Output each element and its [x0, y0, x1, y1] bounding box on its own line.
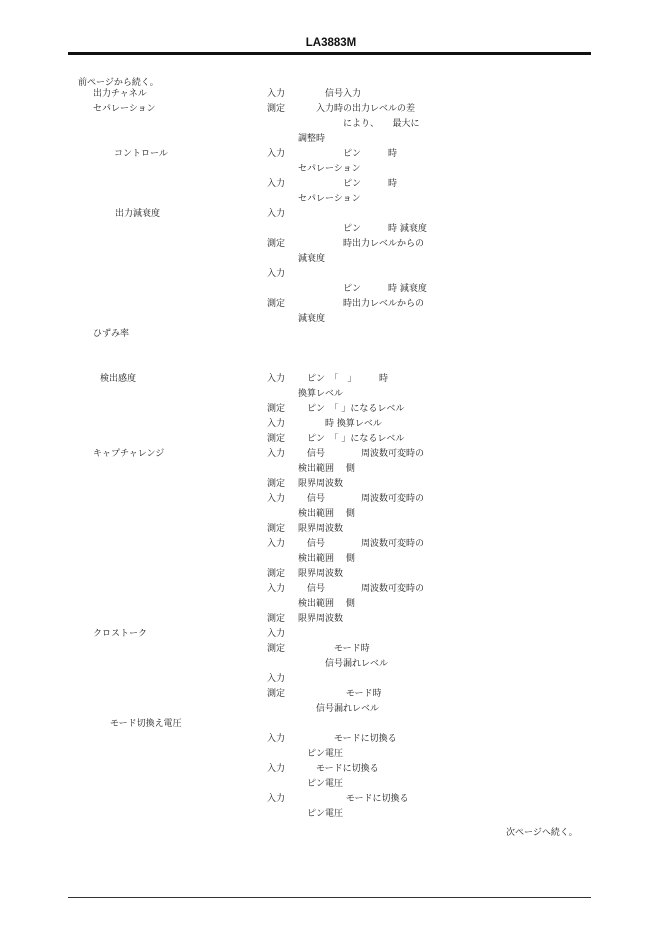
- spec-row: [0, 133, 662, 146]
- spec-row: [0, 178, 662, 191]
- spec-row: [0, 268, 662, 281]
- spec-item-label: キャプチャレンジ: [93, 449, 165, 459]
- spec-row: [0, 703, 662, 716]
- spec-row: [0, 388, 662, 401]
- spec-condition-type: 測定: [267, 299, 286, 309]
- spec-row: [0, 613, 662, 626]
- spec-item-label: 出力チャネル: [93, 89, 147, 99]
- spec-condition-text: モード時: [298, 644, 370, 654]
- spec-condition-type: 入力: [267, 629, 286, 639]
- spec-condition-text: 換算レベル: [298, 389, 344, 399]
- spec-condition-text: ピン電圧: [298, 749, 344, 759]
- spec-condition-type: 入力: [267, 734, 286, 744]
- spec-condition-text: 時出力レベルからの: [298, 299, 425, 309]
- spec-condition-type: 入力: [267, 269, 286, 279]
- spec-condition-type: 入力: [267, 179, 286, 189]
- spec-condition-type: 入力: [267, 539, 286, 549]
- spec-condition-type: 入力: [267, 419, 286, 429]
- spec-row: [0, 118, 662, 131]
- spec-row: [0, 658, 662, 671]
- spec-condition-text: 減衰度: [298, 314, 326, 324]
- spec-condition-text: 信号 周波数可変時の: [298, 539, 425, 549]
- spec-row: [0, 328, 662, 341]
- spec-condition-text: 時 換算レベル: [298, 419, 382, 429]
- spec-condition-text: 信号 周波数可変時の: [298, 494, 425, 504]
- spec-row: [0, 508, 662, 521]
- spec-condition-text: ピン 「 」になるレベル: [298, 434, 405, 444]
- spec-row: [0, 583, 662, 596]
- spec-condition-type: 測定: [267, 104, 286, 114]
- spec-condition-type: 測定: [267, 479, 286, 489]
- spec-condition-type: 測定: [267, 434, 286, 444]
- spec-condition-text: モード時: [298, 689, 382, 699]
- spec-condition-type: 入力: [267, 149, 286, 159]
- spec-row: [0, 238, 662, 251]
- spec-item-label: セパレーション: [93, 104, 156, 114]
- spec-row: [0, 433, 662, 446]
- continued-from-note: 前ページから続く。: [78, 78, 159, 88]
- spec-condition-text: 検出範囲 側: [298, 464, 355, 474]
- spec-condition-text: ピン電圧: [298, 809, 344, 819]
- spec-row: [0, 628, 662, 641]
- spec-row: [0, 223, 662, 236]
- spec-condition-text: モードに切換る: [298, 734, 397, 744]
- spec-row: [0, 448, 662, 461]
- spec-condition-text: ピン電圧: [298, 779, 344, 789]
- spec-condition-type: 測定: [267, 644, 286, 654]
- spec-row: [0, 643, 662, 656]
- spec-row: [0, 343, 662, 356]
- spec-condition-text: 信号漏れレベル: [298, 704, 380, 714]
- spec-condition-text: 調整時: [298, 134, 326, 144]
- spec-item-label: ひずみ率: [93, 329, 130, 339]
- spec-condition-text: 検出範囲 側: [298, 599, 355, 609]
- spec-row: [0, 88, 662, 101]
- spec-condition-type: 入力: [267, 764, 286, 774]
- spec-row: [0, 538, 662, 551]
- spec-row: [0, 778, 662, 791]
- spec-row: [0, 283, 662, 296]
- spec-condition-type: 測定: [267, 404, 286, 414]
- spec-condition-type: 測定: [267, 614, 286, 624]
- spec-item-label: 検出感度: [100, 374, 137, 384]
- spec-condition-text: モードに切換る: [298, 764, 379, 774]
- spec-row: [0, 733, 662, 746]
- spec-row: [0, 688, 662, 701]
- spec-condition-text: 信号入力: [298, 89, 362, 99]
- spec-condition-type: 測定: [267, 239, 286, 249]
- spec-row: [0, 523, 662, 536]
- spec-condition-text: 信号 周波数可変時の: [298, 584, 425, 594]
- spec-condition-text: により、 最大に: [298, 119, 420, 129]
- spec-row: [0, 493, 662, 506]
- spec-row: [0, 313, 662, 326]
- spec-row: [0, 793, 662, 806]
- spec-condition-text: モードに切換る: [298, 794, 409, 804]
- spec-condition-text: 減衰度: [298, 254, 326, 264]
- spec-row: [0, 463, 662, 476]
- spec-row: [0, 298, 662, 311]
- spec-condition-type: 入力: [267, 794, 286, 804]
- spec-row: [0, 163, 662, 176]
- spec-condition-text: ピン 時 減衰度: [298, 224, 427, 234]
- spec-row: [0, 403, 662, 416]
- spec-condition-text: 限界周波数: [298, 479, 344, 489]
- spec-condition-type: 入力: [267, 449, 286, 459]
- spec-condition-text: 限界周波数: [298, 614, 344, 624]
- spec-condition-type: 測定: [267, 524, 286, 534]
- spec-condition-type: 入力: [267, 209, 286, 219]
- spec-condition-type: 入力: [267, 674, 286, 684]
- continued-to-note: 次ページへ続く。: [506, 828, 578, 838]
- spec-row: [0, 103, 662, 116]
- spec-condition-text: 入力時の出力レベルの差: [298, 104, 416, 114]
- spec-condition-text: 時出力レベルからの: [298, 239, 425, 249]
- spec-row: [0, 598, 662, 611]
- spec-row: [0, 208, 662, 221]
- spec-condition-type: 入力: [267, 584, 286, 594]
- page-title: LA3883M: [305, 37, 357, 49]
- spec-condition-text: セパレーション: [298, 164, 361, 174]
- spec-condition-type: 入力: [267, 494, 286, 504]
- spec-condition-text: セパレーション: [298, 194, 361, 204]
- spec-item-label: モード切換え電圧: [110, 719, 182, 729]
- spec-row: [0, 418, 662, 431]
- spec-row: [0, 148, 662, 161]
- spec-condition-text: ピン 時 減衰度: [298, 284, 427, 294]
- spec-row: [0, 478, 662, 491]
- spec-row: [0, 763, 662, 776]
- spec-item-label: コントロール: [114, 149, 168, 159]
- spec-row: [0, 193, 662, 206]
- spec-row: [0, 748, 662, 761]
- spec-condition-text: 信号 周波数可変時の: [298, 449, 425, 459]
- spec-condition-text: 検出範囲 側: [298, 554, 355, 564]
- spec-row: [0, 718, 662, 731]
- spec-condition-text: 検出範囲 側: [298, 509, 355, 519]
- spec-condition-type: 入力: [267, 374, 286, 384]
- spec-row: [0, 373, 662, 386]
- spec-condition-text: ピン 時: [298, 149, 398, 159]
- spec-row: [0, 553, 662, 566]
- spec-condition-text: 限界周波数: [298, 569, 344, 579]
- spec-condition-type: 測定: [267, 689, 286, 699]
- spec-row: [0, 808, 662, 821]
- spec-condition-type: 測定: [267, 569, 286, 579]
- spec-row: [0, 568, 662, 581]
- spec-condition-text: ピン 「 」になるレベル: [298, 404, 405, 414]
- spec-item-label: クロストーク: [93, 629, 148, 639]
- footer-rule: [68, 897, 591, 898]
- spec-row: [0, 673, 662, 686]
- spec-row: [0, 358, 662, 371]
- spec-condition-text: 信号漏れレベル: [298, 659, 389, 669]
- spec-item-label: 出力減衰度: [115, 209, 161, 219]
- spec-condition-text: 限界周波数: [298, 524, 344, 534]
- spec-condition-text: ピン 「 」 時: [298, 374, 389, 384]
- spec-condition-type: 入力: [267, 89, 286, 99]
- spec-row: [0, 253, 662, 266]
- spec-condition-text: ピン 時: [298, 179, 398, 189]
